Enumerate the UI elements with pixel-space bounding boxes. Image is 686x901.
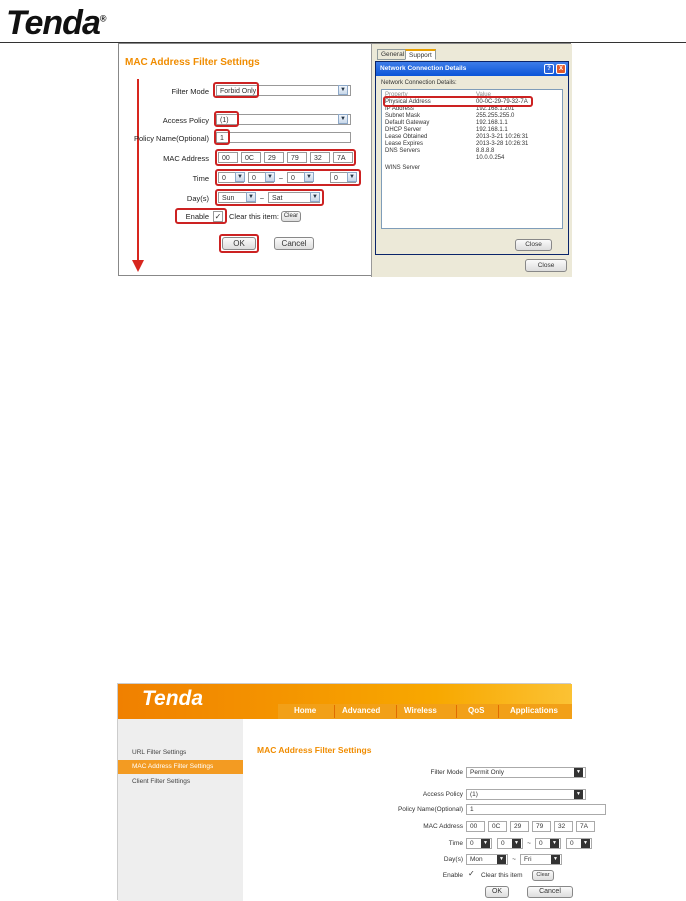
highlight-filter-mode — [213, 82, 259, 98]
mac-octet-input[interactable]: 0C — [241, 152, 261, 163]
sidebar-item-url-filter[interactable]: URL Filter Settings — [132, 749, 187, 756]
chevron-down-icon[interactable]: ▼ — [551, 855, 560, 864]
tab-support[interactable]: Support — [405, 49, 436, 60]
mac-address-label: MAC Address — [423, 823, 463, 830]
list-item-value: 10.0.0.254 — [476, 155, 505, 161]
list-item-value: 8.8.8.8 — [476, 148, 495, 154]
time-label: Time — [448, 840, 463, 847]
chevron-down-icon[interactable]: ▼ — [481, 839, 490, 848]
chevron-down-icon[interactable]: ▼ — [235, 172, 245, 182]
time-start-hour[interactable]: 0 — [218, 172, 244, 183]
time-separator: ~ — [527, 840, 531, 847]
list-item-value: 2013-3-21 10:26:31 — [476, 134, 529, 140]
clear-item-label: Clear this item: — [229, 212, 280, 221]
access-policy-label: Access Policy — [162, 116, 209, 125]
cancel-button[interactable]: Cancel — [274, 237, 314, 250]
flow-arrow-head — [132, 260, 144, 272]
chevron-down-icon[interactable]: ▼ — [581, 839, 590, 848]
cancel-button[interactable]: Cancel — [527, 886, 573, 898]
mac-address-label: MAC Address — [163, 154, 209, 163]
network-connection-details-dialog — [375, 61, 569, 255]
access-policy-select[interactable]: (1) — [466, 789, 586, 800]
help-icon[interactable]: ? — [544, 64, 554, 74]
filter-mode-label: Filter Mode — [430, 769, 463, 776]
day-to-select[interactable]: Fri — [520, 854, 562, 865]
access-policy-label: Access Policy — [422, 791, 463, 798]
chevron-down-icon[interactable]: ▼ — [574, 790, 583, 799]
enable-checkbox[interactable]: ✓ — [468, 869, 475, 878]
list-item-value: 00-0C-29-79-32-7A — [476, 99, 528, 105]
list-item-property: Lease Expires — [385, 141, 424, 147]
chevron-down-icon[interactable]: ▼ — [310, 192, 320, 202]
list-item-value: 192.168.1.1 — [476, 120, 508, 126]
time-end-minute[interactable]: 0 — [566, 838, 592, 849]
time-start-minute[interactable]: 0 — [248, 172, 274, 183]
tab-general[interactable]: General — [377, 49, 408, 60]
days-label: Day(s) — [443, 856, 463, 863]
time-end-minute[interactable]: 0 — [330, 172, 356, 183]
dialog-title-bar — [376, 62, 568, 76]
highlight-policy-name — [214, 129, 230, 145]
day-from-select[interactable]: Sun — [218, 192, 256, 203]
time-separator: ~ — [278, 174, 284, 183]
chevron-down-icon[interactable]: ▼ — [338, 85, 348, 95]
highlight-physical-address — [383, 96, 533, 107]
list-item-property: DHCP Server — [385, 127, 422, 133]
sidebar-item-client-filter[interactable]: Client Filter Settings — [132, 778, 191, 785]
time-end-hour[interactable]: 0 — [535, 838, 561, 849]
nav-divider — [396, 705, 397, 718]
policy-name-label: Policy Name(Optional) — [397, 806, 463, 813]
time-label: Time — [192, 174, 209, 183]
mac-octet-input[interactable]: 29 — [510, 821, 529, 832]
clear-item-label: Clear this item — [481, 872, 523, 879]
ok-button[interactable]: OK — [485, 886, 509, 898]
highlight-access-policy — [214, 111, 239, 127]
policy-name-input[interactable]: 1 — [216, 132, 351, 143]
list-item-property: DNS Servers — [385, 148, 421, 154]
list-item-property: Lease Obtained — [385, 134, 428, 140]
nav-advanced[interactable]: Advanced — [342, 706, 381, 715]
mac-octet-input[interactable]: 00 — [466, 821, 485, 832]
list-item-value: 255.255.255.0 — [476, 113, 515, 119]
policy-name-label: Policy Name(Optional) — [133, 134, 209, 143]
list-item-value: 192.168.1.201 — [476, 106, 515, 112]
nav-applications[interactable]: Applications — [510, 706, 559, 715]
list-item-property: Subnet Mask — [385, 113, 421, 119]
chevron-down-icon[interactable]: ▼ — [574, 768, 583, 777]
mac-octet-input[interactable]: 7A — [333, 152, 353, 163]
nav-wireless[interactable]: Wireless — [404, 706, 437, 715]
list-item-property: IP Address — [385, 106, 414, 112]
highlight-days — [215, 189, 324, 206]
dialog-close-button[interactable]: Close — [515, 239, 552, 251]
mac-octet-input[interactable]: 0C — [488, 821, 507, 832]
day-separator: ~ — [512, 856, 516, 863]
list-item-value: 192.168.1.1 — [476, 127, 508, 133]
day-to-select[interactable]: Sat — [268, 192, 320, 203]
filter-mode-label: Filter Mode — [171, 87, 209, 96]
nav-qos[interactable]: QoS — [468, 706, 485, 715]
day-separator: ~ — [259, 194, 265, 203]
dialog-title: Network Connection Details — [380, 65, 467, 72]
tenda-logo: Tenda® — [6, 4, 106, 42]
mac-octet-input[interactable]: 79 — [287, 152, 307, 163]
sidebar — [118, 719, 243, 901]
chevron-down-icon[interactable]: ▼ — [550, 839, 559, 848]
list-item-property: WINS Server — [385, 165, 421, 171]
nav-divider — [456, 705, 457, 718]
enable-label: Enable — [185, 212, 209, 221]
list-item-value: 2013-3-28 10:26:31 — [476, 141, 529, 147]
details-list — [381, 89, 563, 229]
nav-divider — [334, 705, 335, 718]
enable-checkbox[interactable]: ✓ — [214, 212, 222, 221]
main-content — [243, 719, 588, 901]
tenda-banner-logo: Tenda — [142, 687, 204, 710]
chevron-down-icon[interactable]: ▼ — [265, 172, 275, 182]
sidebar-item-mac-filter[interactable]: MAC Address Filter Settings — [118, 760, 243, 774]
chevron-down-icon[interactable]: ▼ — [497, 855, 506, 864]
mac-octet-input[interactable]: 32 — [310, 152, 330, 163]
nav-divider — [498, 705, 499, 718]
clear-button[interactable]: Clear — [532, 870, 554, 881]
filter-mode-select[interactable]: Permit Only — [466, 767, 586, 778]
list-item-property: Default Gateway — [385, 120, 430, 126]
outer-close-button[interactable]: Close — [525, 259, 567, 272]
column-header-property: Property — [385, 92, 408, 98]
chevron-down-icon[interactable]: ▼ — [304, 172, 314, 182]
ok-button[interactable]: OK — [222, 237, 256, 250]
filter-mode-select[interactable]: Forbid Only — [216, 85, 351, 96]
mac-octet-input[interactable]: 29 — [264, 152, 284, 163]
clear-button[interactable]: Clear — [281, 211, 301, 222]
highlight-enable — [175, 208, 227, 224]
day-from-select[interactable]: Mon — [466, 854, 508, 865]
flow-arrow — [137, 79, 139, 264]
access-policy-select[interactable]: (1) — [216, 114, 351, 125]
highlight-time — [215, 169, 361, 186]
mac-octet-input[interactable]: 32 — [554, 821, 573, 832]
details-label: Network Connection Details: — [381, 80, 457, 86]
mac-octet-input[interactable]: 79 — [532, 821, 551, 832]
policy-name-input[interactable]: 1 — [466, 804, 606, 815]
page-title: MAC Address Filter Settings — [257, 745, 372, 755]
days-label: Day(s) — [186, 194, 209, 203]
highlight-mac-address — [215, 149, 356, 166]
chevron-down-icon[interactable]: ▼ — [338, 114, 348, 124]
main-nav — [278, 704, 572, 719]
chevron-down-icon[interactable]: ▼ — [512, 839, 521, 848]
page-title: MAC Address Filter Settings — [125, 57, 260, 68]
chevron-down-icon[interactable]: ▼ — [347, 172, 357, 182]
column-header-value: Value — [476, 92, 491, 98]
nav-home[interactable]: Home — [294, 706, 317, 715]
chevron-down-icon[interactable]: ▼ — [246, 192, 256, 202]
time-end-hour[interactable]: 0 — [287, 172, 313, 183]
figure-mac-filter-permit — [117, 683, 588, 900]
mac-octet-input[interactable]: 7A — [576, 821, 595, 832]
time-start-hour[interactable]: 0 — [466, 838, 492, 849]
close-icon[interactable]: X — [556, 64, 566, 74]
figure-mac-filter-forbid — [118, 43, 571, 276]
time-start-minute[interactable]: 0 — [497, 838, 523, 849]
mac-octet-input[interactable]: 00 — [218, 152, 238, 163]
highlight-ok — [219, 234, 259, 253]
enable-label: Enable — [442, 872, 463, 879]
list-item-property: Physical Address — [385, 99, 431, 105]
